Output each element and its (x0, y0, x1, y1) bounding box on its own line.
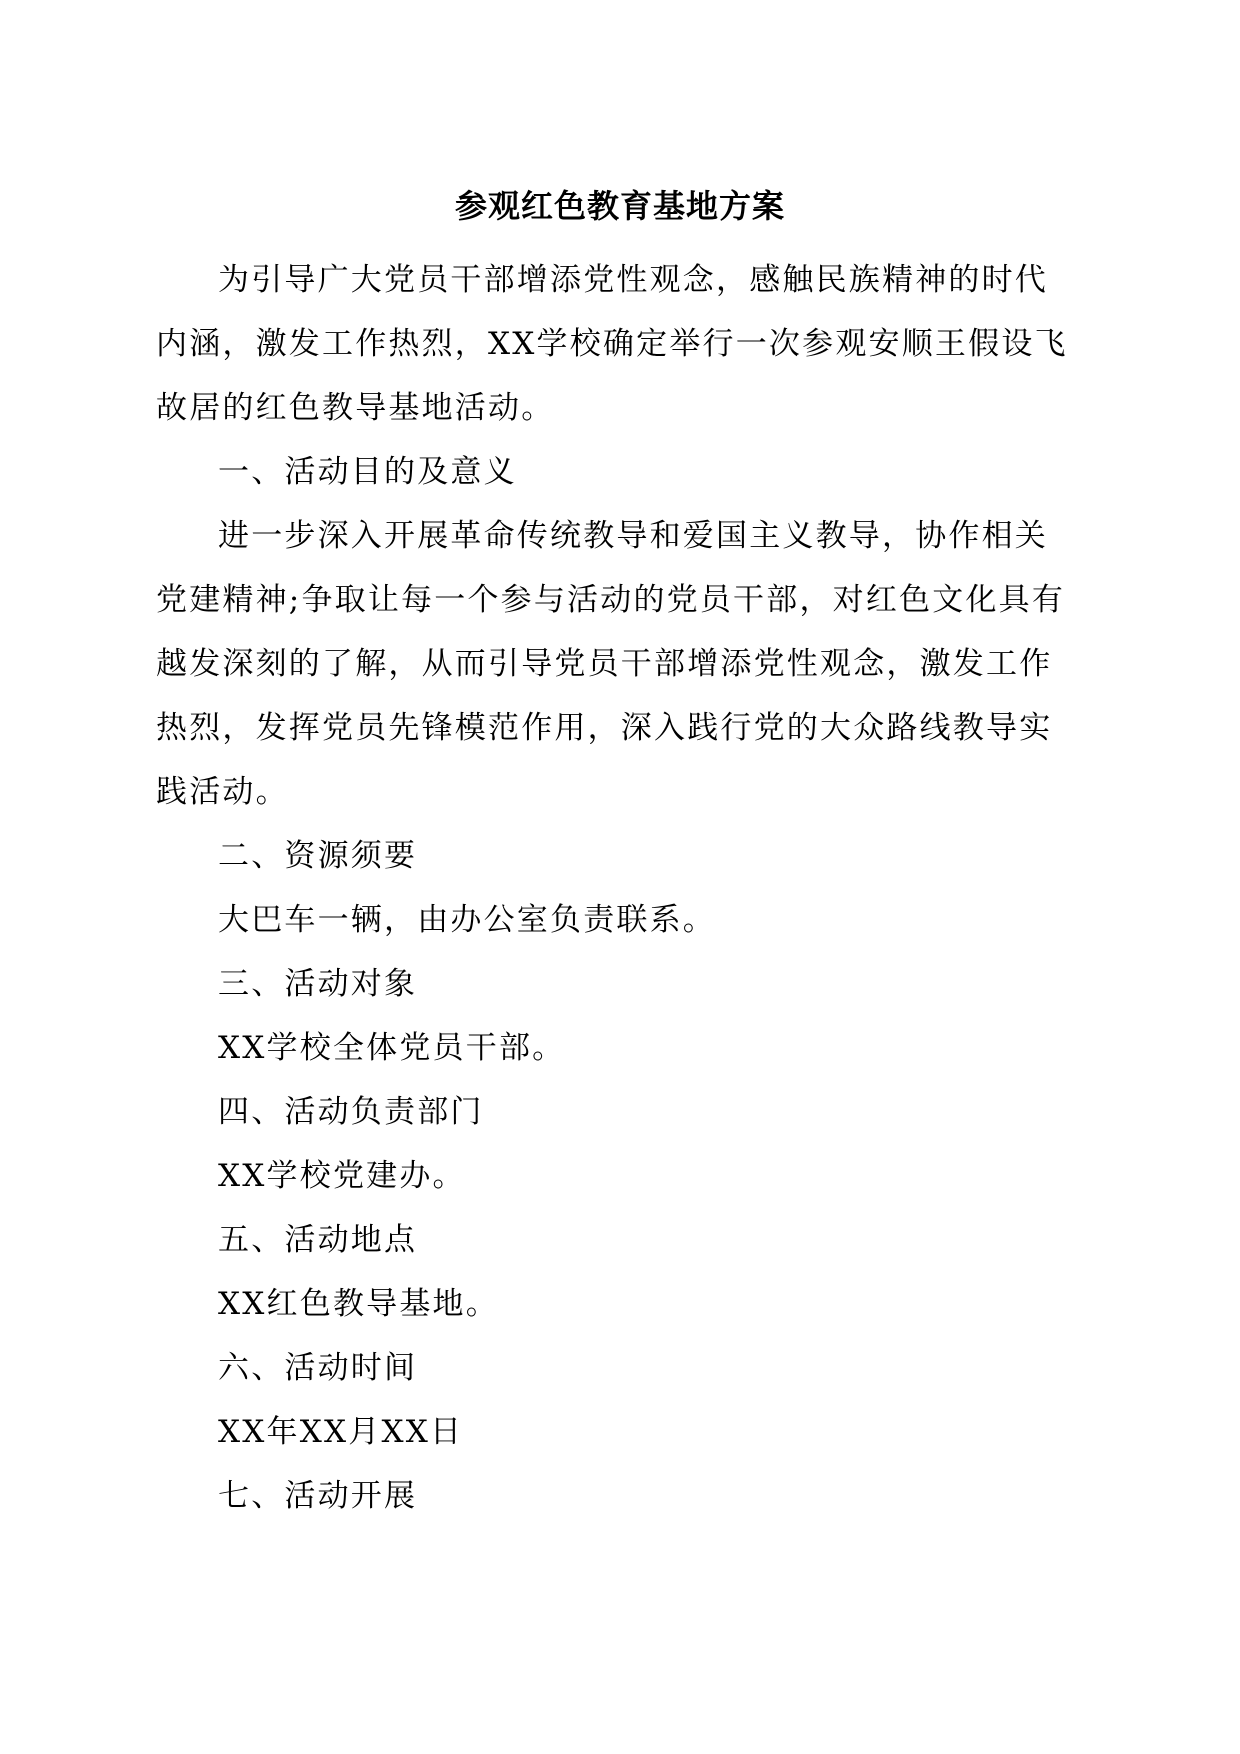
department-paragraph: XX学校党建办。 (218, 1158, 466, 1194)
time-paragraph: XX年XX月XX日 (218, 1414, 464, 1450)
section-heading-activities: 七、活动开展 (218, 1478, 418, 1514)
section-heading-time: 六、活动时间 (218, 1350, 418, 1386)
section-heading-department: 四、活动负责部门 (218, 1094, 484, 1130)
purpose-paragraph: 进一步深入开展革命传统教导和爱国主义教导，协作相关党建精神;争取让每一个参与活动的党员干部，对红色文化具有越发深刻的了解，从而引导党员干部增添党性观念，激发工作热烈，发挥党员先锋模范作用，深入践行党的大众路线教导实践活动。 (156, 518, 1066, 810)
document-title: 参观红色教育基地方案 (454, 187, 785, 225)
section-heading-resources: 二、资源须要 (218, 838, 418, 874)
intro-paragraph: 为引导广大党员干部增添党性观念，感触民族精神的时代内涵，激发工作热烈，XX学校确定举行一次参观安顺王假设飞故居的红色教导基地活动。 (156, 262, 1068, 426)
section-heading-location: 五、活动地点 (218, 1222, 418, 1258)
document-body (156, 248, 1078, 1528)
participants-paragraph: XX学校全体党员干部。 (218, 1030, 566, 1066)
section-heading-purpose: 一、活动目的及意义 (218, 454, 517, 490)
section-heading-participants: 三、活动对象 (218, 966, 418, 1002)
location-paragraph: XX红色教导基地。 (218, 1286, 499, 1322)
resources-paragraph: 大巴车一辆，由办公室负责联系。 (218, 902, 716, 938)
